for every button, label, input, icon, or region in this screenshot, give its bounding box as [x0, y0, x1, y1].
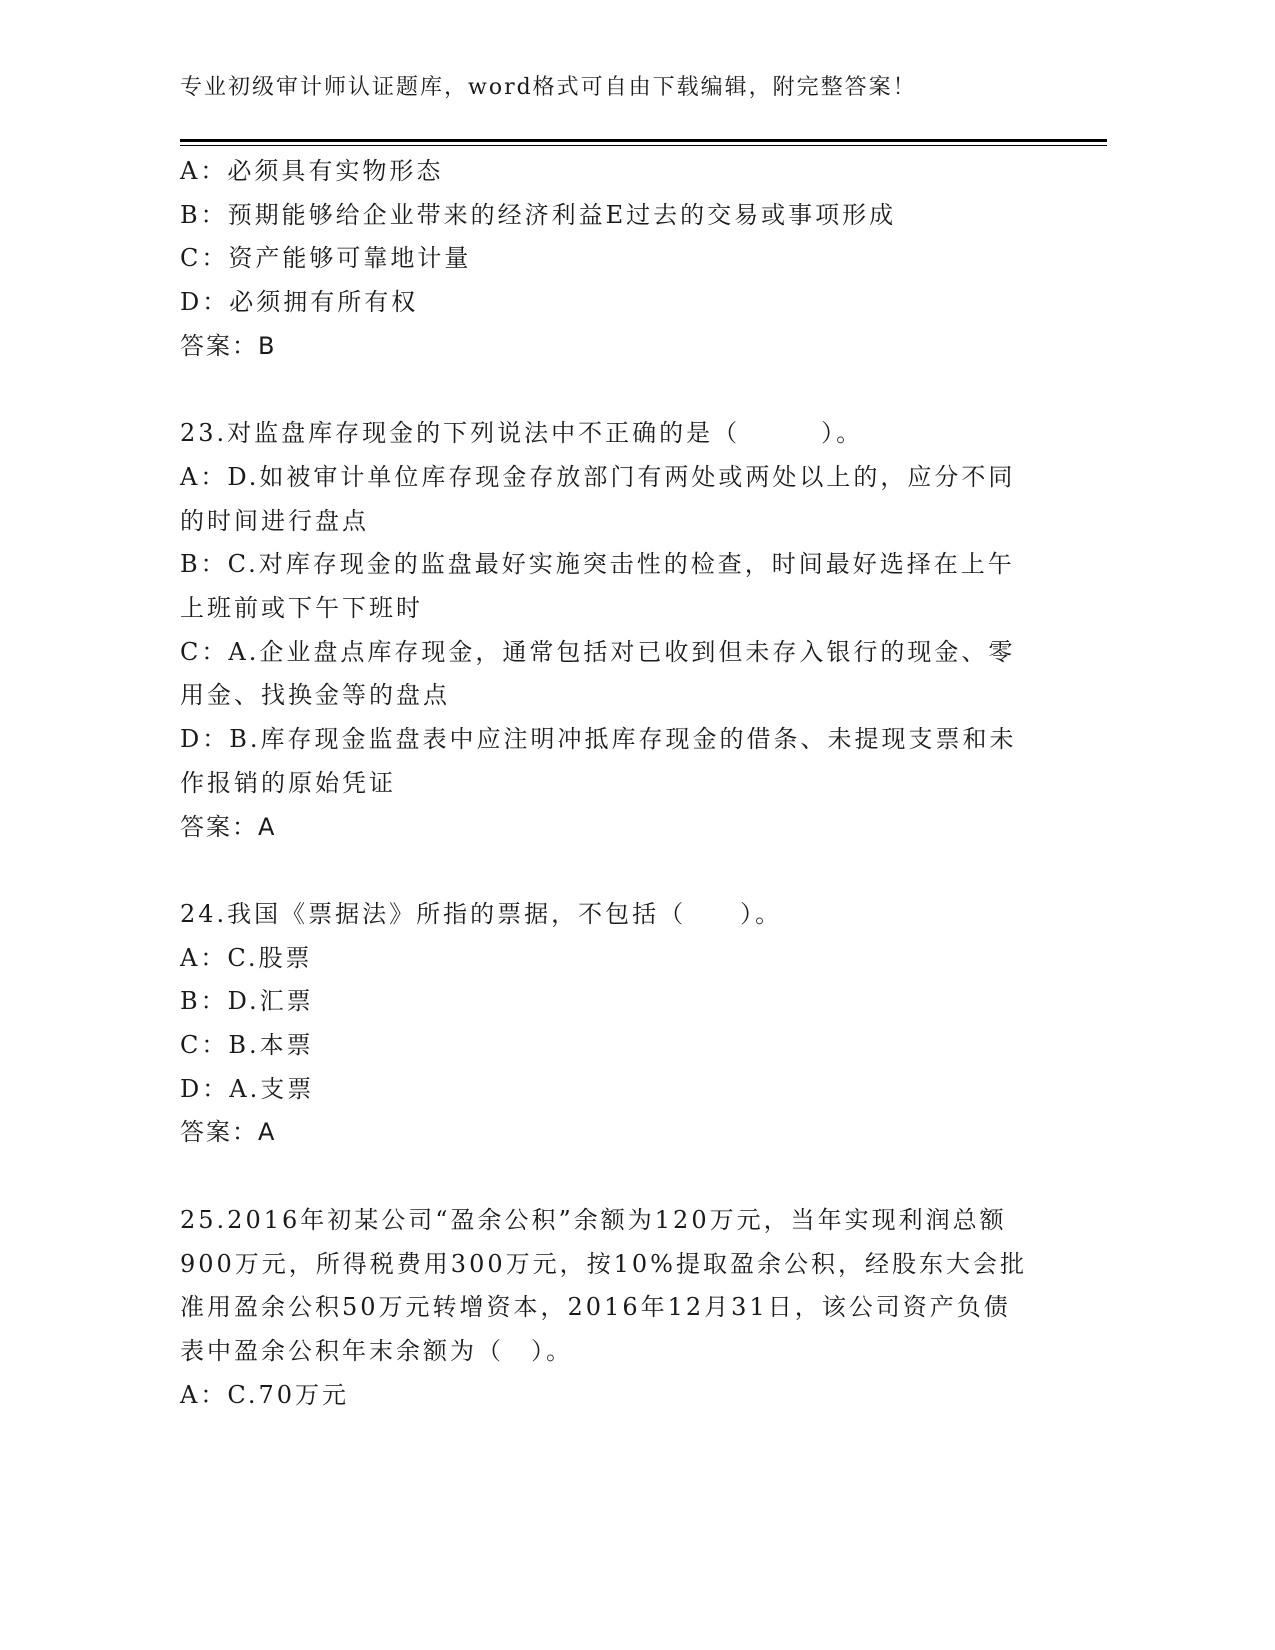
option-c: C：B.本票 — [180, 1031, 314, 1060]
option-a: A：C.70万元 — [180, 1380, 350, 1409]
question-stem-line: 25.2016年初某公司“盈余公积”余额为120万元，当年实现利润总额 — [180, 1205, 1007, 1234]
question-24 — [180, 893, 1040, 1155]
header-rule-thick — [180, 139, 1107, 142]
answer: 答案：B — [180, 331, 277, 360]
option-b: B：D.汇票 — [180, 987, 314, 1016]
option-a-continued: 的时间进行盘点 — [180, 506, 369, 535]
option-d: D：B.库存现金监盘表中应注明冲抵库存现金的借条、未提现支票和未 — [180, 725, 1017, 754]
option-b: B：C.对库存现金的监盘最好实施突击性的检查，时间最好选择在上午 — [180, 550, 1015, 579]
spacer — [180, 849, 1040, 893]
option-c: C：A.企业盘点库存现金，通常包括对已收到但未存入银行的现金、零 — [180, 637, 1016, 666]
question-content — [180, 150, 1040, 1417]
question-stem-line: 表中盈余公积年末余额为（ ）。 — [180, 1336, 573, 1365]
question-stem-line: 准用盈余公积50万元转增资本，2016年12月31日，该公司资产负债 — [180, 1293, 1011, 1322]
question-stem: 24.我国《票据法》所指的票据，不包括（ ）。 — [180, 899, 783, 928]
question-stem: 23.对监盘库存现金的下列说法中不正确的是（ ）。 — [180, 419, 864, 448]
spacer — [180, 369, 1040, 413]
option-c: C：资产能够可靠地计量 — [180, 244, 472, 273]
option-d-continued: 作报销的原始凭证 — [180, 768, 396, 797]
spacer — [180, 1155, 1040, 1199]
option-b-continued: 上班前或下午下班时 — [180, 594, 423, 623]
question-23 — [180, 412, 1040, 849]
answer: 答案：A — [180, 1118, 277, 1147]
question-22 — [180, 150, 1040, 369]
option-a: A：C.股票 — [180, 943, 313, 972]
question-stem-line: 900万元，所得税费用300万元，按10%提取盈余公积，经股东大会批 — [180, 1249, 1027, 1278]
option-d: D：必须拥有所有权 — [180, 288, 419, 317]
page-header: 专业初级审计师认证题库，word格式可自由下载编辑，附完整答案！ — [180, 75, 917, 100]
option-c-continued: 用金、找换金等的盘点 — [180, 681, 450, 710]
option-b: B：预期能够给企业带来的经济利益E过去的交易或事项形成 — [180, 200, 897, 229]
answer: 答案：A — [180, 812, 277, 841]
header-rule-thin — [180, 145, 1107, 146]
option-a: A：D.如被审计单位库存现金存放部门有两处或两处以上的，应分不同 — [180, 462, 1016, 491]
question-25 — [180, 1199, 1040, 1418]
option-d: D：A.支票 — [180, 1074, 315, 1103]
option-a: A：必须具有实物形态 — [180, 157, 444, 185]
